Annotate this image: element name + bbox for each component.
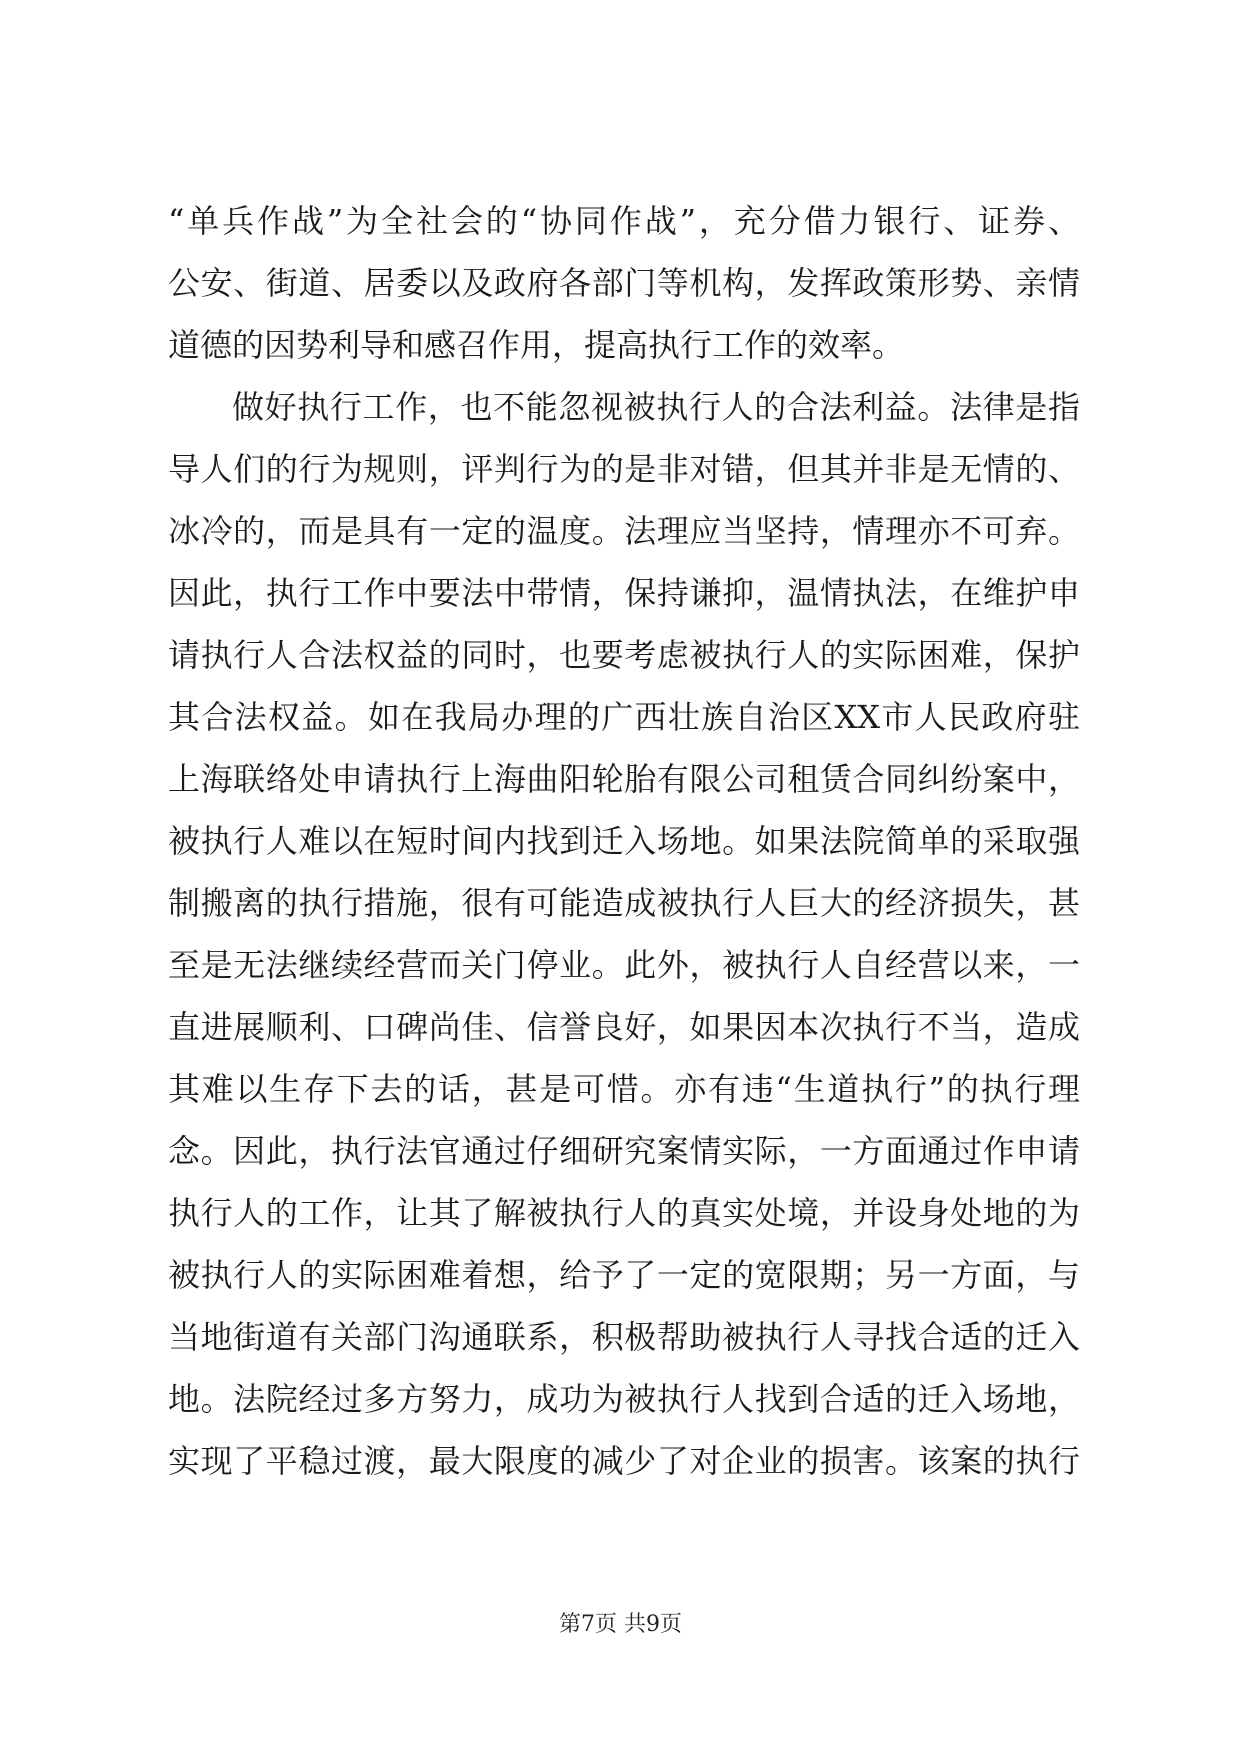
text-line: 上海联络处申请执行上海曲阳轮胎有限公司租赁合同纠纷案中， — [168, 760, 1080, 798]
text-line: 念。因此，执行法官通过仔细研究案情实际，一方面通过作申请 — [168, 1132, 1080, 1170]
page-number-footer: 第7页 共9页 — [559, 1612, 682, 1637]
text-line: 道德的因势利导和感召作用，提高执行工作的效率。 — [168, 326, 905, 364]
text-line: “单兵作战”为全社会的“协同作战”，充分借力银行、证券、 — [168, 202, 1080, 240]
text-line: 因此，执行工作中要法中带情，保持谦抑，温情执法，在维护申 — [168, 574, 1080, 612]
text-line: 冰冷的，而是具有一定的温度。法理应当坚持，情理亦不可弃。 — [168, 512, 1080, 550]
text-line: 直进展顺利、口碑尚佳、信誉良好，如果因本次执行不当，造成 — [168, 1008, 1080, 1046]
text-line: 请执行人合法权益的同时，也要考虑被执行人的实际困难，保护 — [168, 636, 1080, 674]
text-line: 被执行人的实际困难着想，给予了一定的宽限期；另一方面，与 — [168, 1256, 1080, 1294]
text-line: 地。法院经过多方努力，成功为被执行人找到合适的迁入场地， — [168, 1380, 1080, 1418]
text-line: 公安、街道、居委以及政府各部门等机构，发挥政策形势、亲情 — [168, 264, 1080, 302]
text-line: 制搬离的执行措施，很有可能造成被执行人巨大的经济损失，甚 — [168, 884, 1080, 922]
text-line: 其难以生存下去的话，甚是可惜。亦有违“生道执行”的执行理 — [168, 1070, 1080, 1108]
text-line: 实现了平稳过渡，最大限度的减少了对企业的损害。该案的执行 — [168, 1442, 1080, 1480]
text-line: 当地街道有关部门沟通联系，积极帮助被执行人寻找合适的迁入 — [168, 1318, 1080, 1356]
body-text — [168, 190, 1080, 1492]
text-line: 至是无法继续经营而关门停业。此外，被执行人自经营以来，一 — [168, 946, 1080, 984]
paragraph-first-line: 做好执行工作，也不能忽视被执行人的合法利益。法律是指 — [232, 388, 1080, 426]
text-line: 执行人的工作，让其了解被执行人的真实处境，并设身处地的为 — [168, 1194, 1080, 1232]
text-line: 被执行人难以在短时间内找到迁入场地。如果法院简单的采取强 — [168, 822, 1080, 860]
text-line: 导人们的行为规则，评判行为的是非对错，但其并非是无情的、 — [168, 450, 1080, 488]
text-line: 其合法权益。如在我局办理的广西壮族自治区XX市人民政府驻 — [168, 698, 1080, 736]
